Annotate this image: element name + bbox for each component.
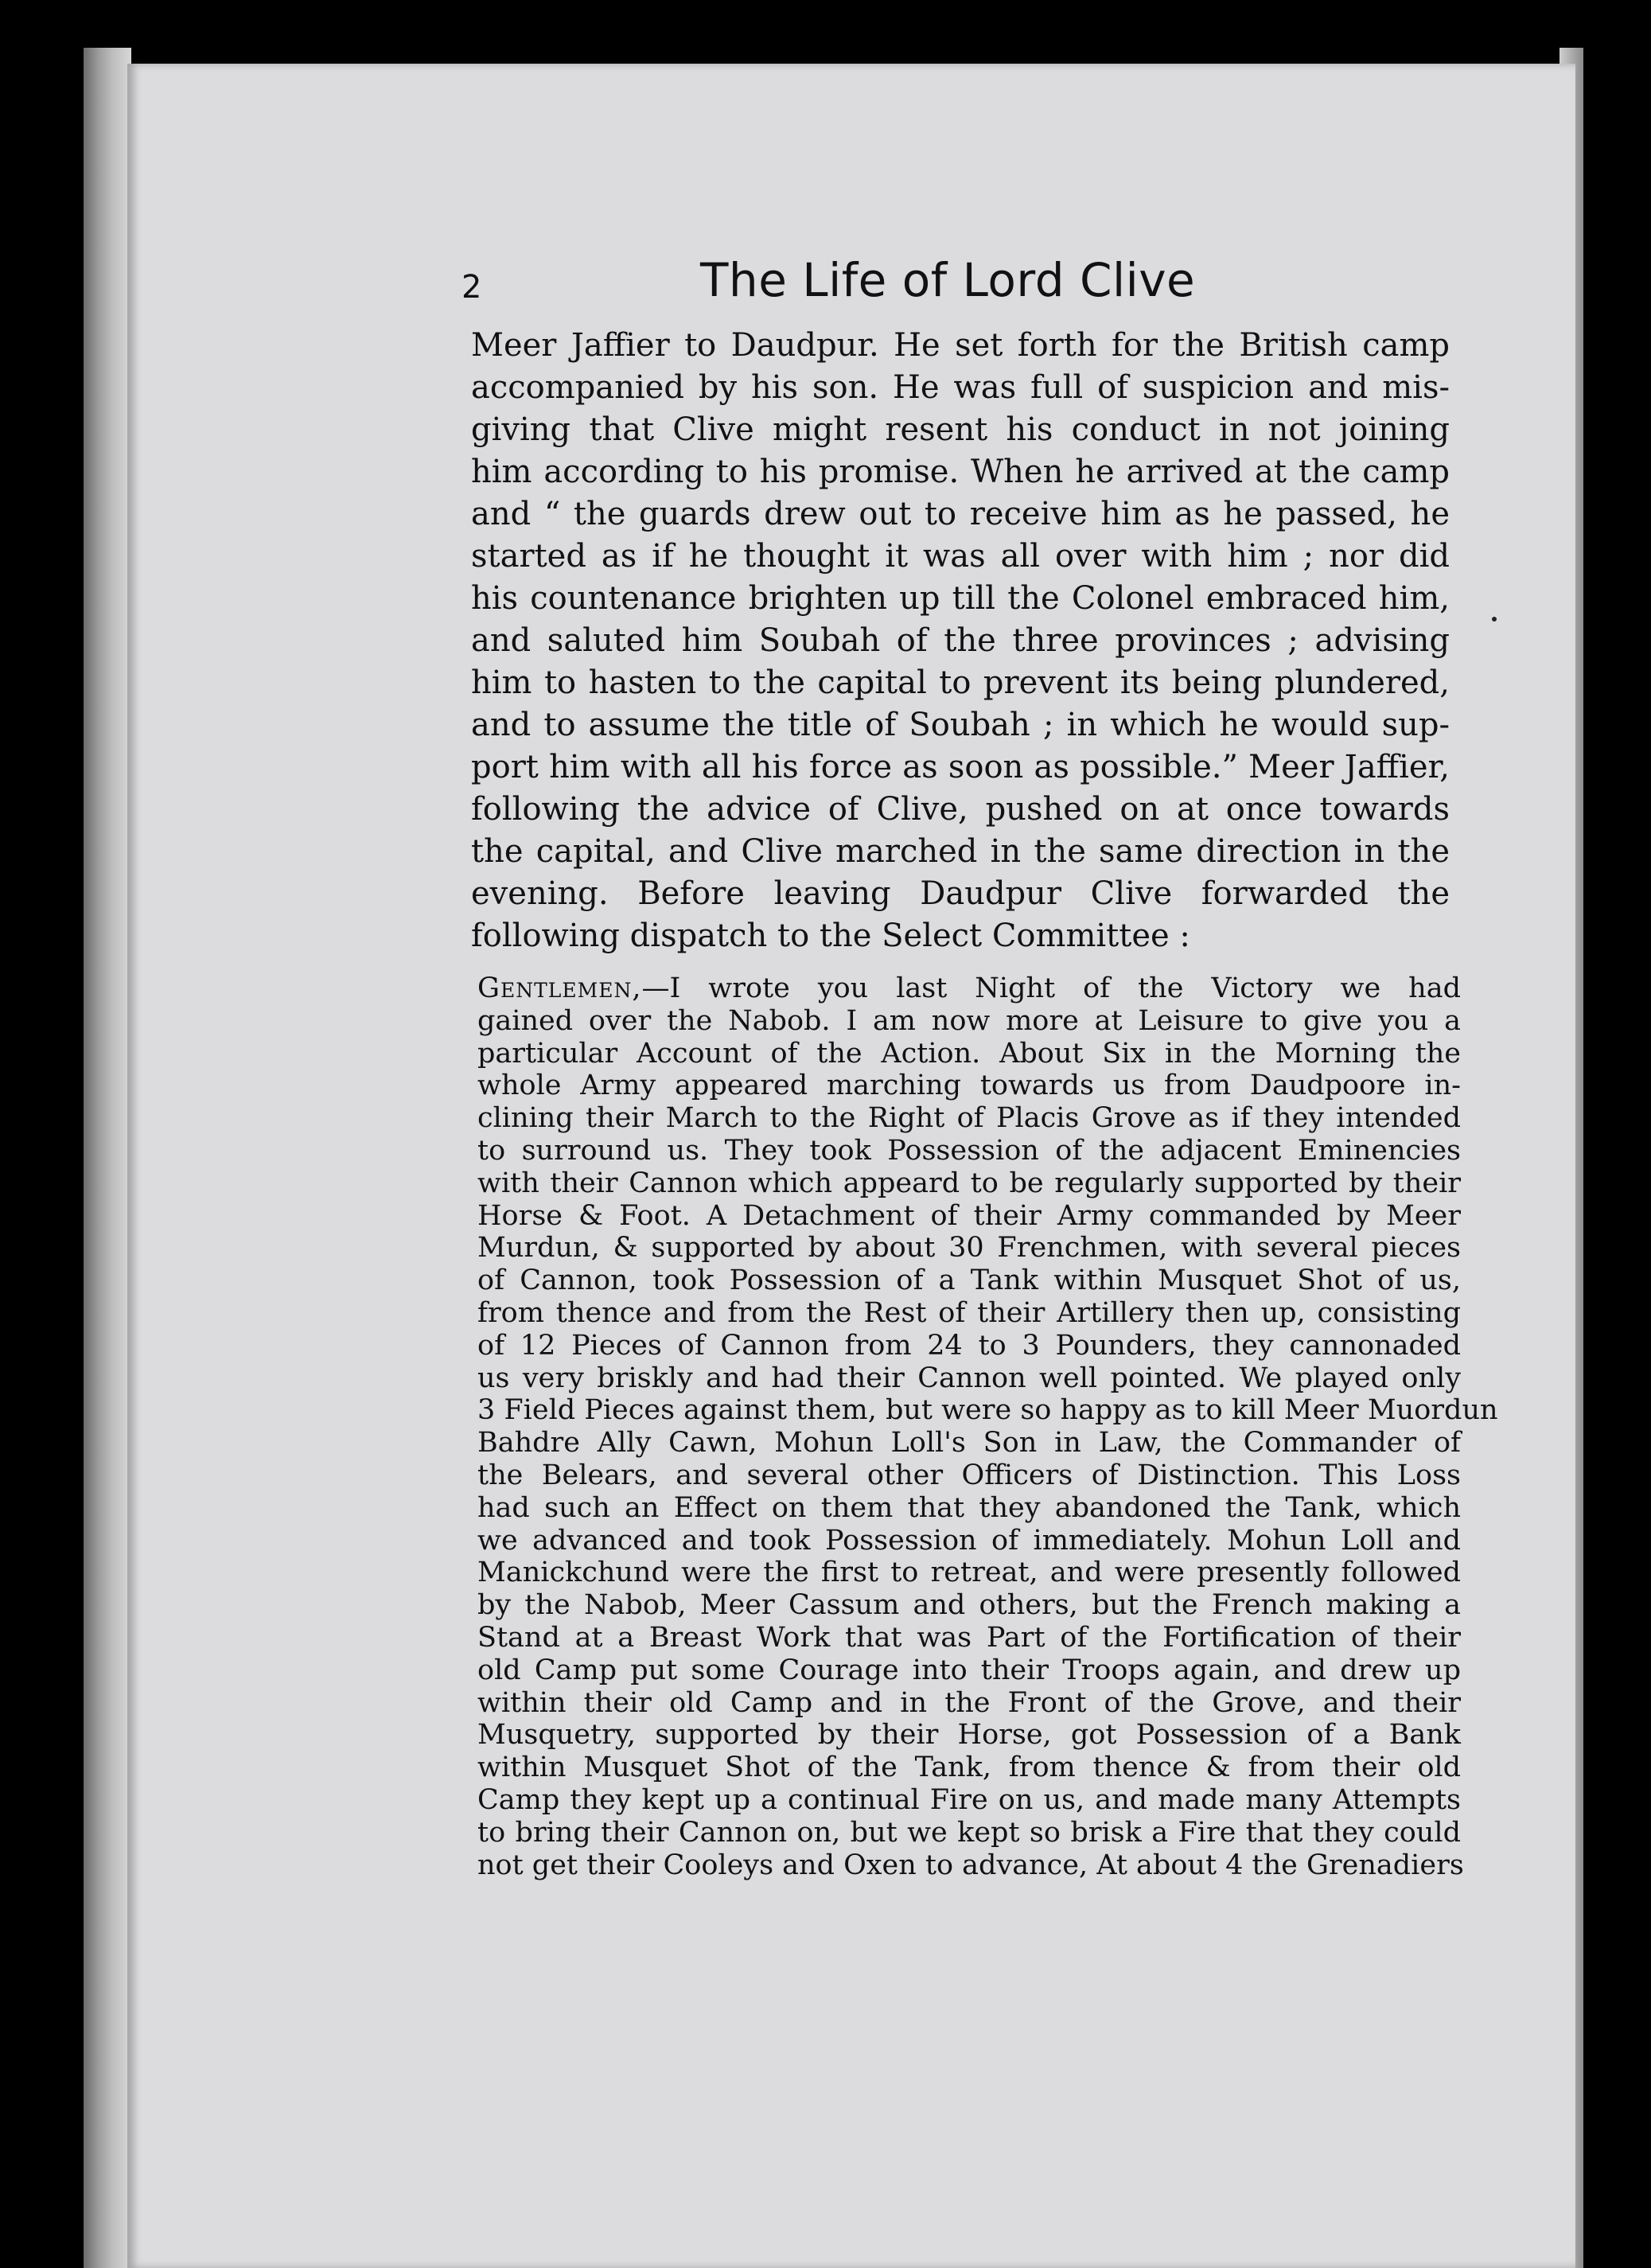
letter-line: by the Nabob, Meer Cassum and others, but the French making a [477,1589,1461,1622]
letter-excerpt [477,972,1498,1881]
scan-speck [1492,617,1497,622]
letter-first-line [477,972,1461,1005]
letter-salutation: Gentlemen, [477,972,642,1004]
letter-line: whole Army appeared marching towards us from Daudpoore in- [477,1070,1461,1102]
body-line: him according to his promise. When he arrived at the camp [471,454,1450,490]
body-line: accompanied by his son. He was full of suspicion and mis- [471,369,1450,406]
letter-line: Stand at a Breast Work that was Part of the Fortification of their [477,1621,1461,1654]
letter-line: not get their Cooleys and Oxen to advance, At about 4 the Grenadiers [477,1849,1464,1881]
letter-line: we advanced and took Possession of immediately. Mohun Loll and [477,1524,1461,1557]
letter-line: to bring their Cannon on, but we kept so brisk a Fire that they could [477,1816,1461,1849]
letter-first-line-rest: —I wrote you last Night of the Victory we had [641,972,1461,1004]
letter-line: with their Cannon which appeard to be regularly supported by their [477,1167,1461,1199]
body-line: him to hasten to the capital to prevent its being plundered, [471,664,1450,701]
letter-line: within their old Camp and in the Front of the Grove, and their [477,1686,1461,1719]
body-line: following dispatch to the Select Committee : [471,918,1190,954]
letter-line: had such an Effect on them that they abandoned the Tank, which [477,1491,1461,1524]
page-number: 2 [461,269,482,306]
letter-line: us very briskly and had their Cannon well pointed. We played only [477,1362,1461,1394]
letter-line: particular Account of the Action. About Six in the Morning the [477,1037,1461,1070]
letter-line: the Belears, and several other Officers of Distinction. This Loss [477,1459,1461,1491]
body-line: the capital, and Clive marched in the same direction in the [471,833,1450,870]
body-line: Meer Jaffier to Daudpur. He set forth for the British camp [471,327,1450,364]
running-title: The Life of Lord Clive [700,253,1196,307]
letter-line: clining their March to the Right of Placis Grove as if they intended [477,1102,1461,1135]
letter-line: old Camp put some Courage into their Troops again, and drew up [477,1654,1461,1686]
letter-line: Bahdre Ally Cawn, Mohun Loll's Son in Law, the Commander of [477,1427,1461,1459]
page-header [461,253,1480,317]
body-line: evening. Before leaving Daudpur Clive forwarded the [471,875,1450,912]
letter-line: gained over the Nabob. I am now more at Leisure to give you a [477,1004,1461,1037]
letter-line: of Cannon, took Possession of a Tank within Musquet Shot of us, [477,1265,1461,1297]
body-line: and “ the guards drew out to receive him as he passed, he [471,496,1450,532]
letter-line: Murdun, & supported by about 30 Frenchmen, with several pieces [477,1232,1461,1265]
body-line: and saluted him Soubah of the three provinces ; advising [471,622,1450,659]
body-line: his countenance brighten up till the Colonel embraced him, [471,580,1450,617]
letter-line: of 12 Pieces of Cannon from 24 to 3 Pounders, they cannonaded [477,1329,1461,1362]
body-line: giving that Clive might resent his conduct in not joining [471,411,1450,448]
letter-line: Manickchund were the first to retreat, and were presently followed [477,1557,1461,1589]
body-paragraph [471,325,1450,957]
letter-line: to surround us. They took Possession of the adjacent Eminencies [477,1134,1461,1167]
book-binding-edge [84,48,131,2268]
letter-line: from thence and from the Rest of their Artillery then up, consisting [477,1296,1461,1329]
body-line: port him with all his force as soon as possible.” Meer Jaffier, [471,749,1450,785]
body-line: following the advice of Clive, pushed on at once towards [471,791,1450,828]
letter-line: 3 Field Pieces against them, but were so happy as to kill Meer Muordun [477,1394,1498,1427]
letter-line: Camp they kept up a continual Fire on us, and made many Attempts [477,1783,1461,1816]
letter-line: Horse & Foot. A Detachment of their Army commanded by Meer [477,1199,1461,1232]
letter-line: within Musquet Shot of the Tank, from thence & from their old [477,1752,1461,1784]
body-line: started as if he thought it was all over with him ; nor did [471,538,1450,575]
body-line: and to assume the title of Soubah ; in which he would sup- [471,707,1450,743]
letter-line: Musquetry, supported by their Horse, got Possession of a Bank [477,1719,1461,1752]
